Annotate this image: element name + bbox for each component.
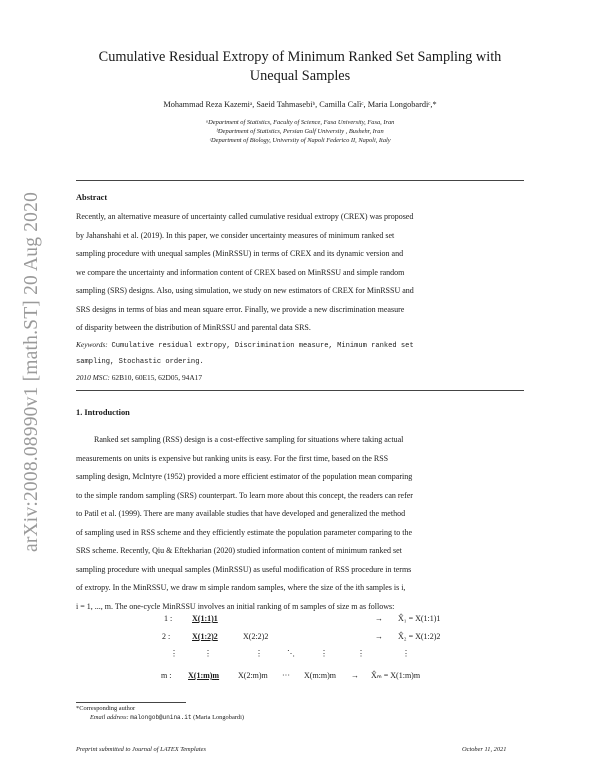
row-2-arrow: →	[375, 632, 383, 641]
row-2-first: X(1:2)2	[192, 632, 218, 641]
intro-line: Ranked set sampling (RSS) design is a cost-effective sampling for situations where taking actual	[94, 435, 404, 444]
row-2-label: 2 :	[162, 632, 171, 641]
arxiv-sidebar-stamp	[14, 172, 50, 572]
footnote-corresponding: *Corresponding author	[76, 705, 136, 712]
footer-journal: Preprint submitted to Journal of LATEX Templates	[76, 746, 206, 753]
abstract-heading: Abstract	[76, 193, 108, 202]
footnote-rule	[76, 702, 186, 703]
vdots-col-1: ⋮	[204, 649, 212, 658]
row-2-result: X̂₂ = X(1:2)2	[398, 632, 441, 641]
keywords-label: Keywords:	[76, 340, 108, 349]
abstract-line: of disparity between the distribution of MinRSSU and parental data SRS.	[76, 323, 311, 332]
arxiv-id: arXiv:2008.08990v1 [math.ST] 20 Aug 2020	[21, 191, 42, 553]
email-owner: (Maria Longobardi)	[193, 714, 245, 721]
vdots-col-2: ⋮	[255, 649, 263, 658]
row-1-arrow: →	[375, 614, 383, 623]
msc-codes	[76, 373, 202, 382]
abstract-body	[76, 208, 524, 338]
intro-line: sampling design, McIntyre (1952) provided a more efficient estimator of the population mean comparing	[76, 472, 413, 481]
keywords-list-1: Cumulative residual extropy, Discrimination measure, Minimum ranked set	[111, 342, 414, 350]
row-m-second: X(2:m)m	[238, 671, 268, 680]
row-2-second: X(2:2)2	[243, 632, 269, 641]
intro-line: SRS scheme. Recently, Qiu & Eftekharian (2020) studied information content of minimum ranked set	[76, 546, 402, 555]
intro-line: measurements on units is expensive but ranking units is easy. For the first time, based on the RSS	[76, 453, 389, 463]
abstract-bottom-rule	[76, 390, 524, 391]
vdots-label: ⋮	[170, 649, 178, 658]
intro-line: of extropy. In the MinRSSU, we draw m simple random samples, where the size of the ith samples is i,	[76, 583, 406, 592]
author-list: Mohammad Reza Kazemiᵃ, Saeid Tahmasebiᵇ, Camilla Calìᶜ, Maria Longobardiᶜ,*	[163, 100, 437, 109]
email-label: Email address:	[90, 714, 129, 721]
vdots-col-m: ⋮	[320, 649, 328, 658]
intro-line: to the simple random sampling (SRS) counterpart. To learn more about this concept, the readers can refer	[76, 490, 413, 500]
abstract-line: by Jahanshahi et al. (2019). In this paper, we consider uncertainty measures of minimum ranked set	[76, 230, 395, 240]
footer-date: October 11, 2021	[462, 746, 507, 753]
intro-line: sampling procedure with unequal samples (MinRSSU) as useful modification of RSS procedure in terms	[76, 564, 412, 574]
row-1-result: X̂₁ = X(1:1)1	[398, 614, 441, 623]
msc-values: 62B10, 60E15, 62D05, 94A17	[111, 373, 203, 382]
row-1-first: X(1:1)1	[192, 614, 218, 623]
footnote-email	[90, 714, 244, 721]
row-m-arrow: →	[351, 671, 359, 680]
ddots: ⋱	[287, 649, 295, 658]
email-address: malongob@unina.it	[130, 714, 192, 721]
row-m-cdots: ···	[282, 671, 290, 680]
row-1-label: 1 :	[164, 614, 173, 623]
title-line-1: Cumulative Residual Extropy of Minimum Ranked Set Sampling with	[98, 49, 502, 65]
row-m-last: X(m:m)m	[304, 671, 336, 680]
section-heading: 1. Introduction	[76, 408, 130, 417]
row-m-label: m :	[161, 671, 172, 680]
msc-label: 2010 MSC:	[76, 373, 110, 382]
abstract-line: Recently, an alternative measure of uncertainty called cumulative residual extropy (CREX) was proposed	[76, 212, 414, 221]
abstract-line: sampling procedure with unequal samples (MinRSSU) in terms of CREX and its dynamic version and	[76, 249, 404, 258]
intro-line: i = 1, ..., m. The one-cycle MinRSSU involves an initial ranking of m samples of size m as follows:	[76, 601, 395, 611]
affiliation-b: ᵇDepartment of Statistics, Persian Gulf University , Bushehr, Iran	[216, 128, 384, 135]
keywords	[76, 337, 524, 370]
row-m-result: X̂ₘ = X(1:m)m	[371, 671, 421, 680]
paper-title	[60, 48, 540, 86]
row-m-first: X(1:m)m	[188, 671, 220, 680]
abstract-line: sampling (SRS) designs. Also, using simulation, we study on new estimators of CREX for MinRSSU and	[76, 286, 414, 295]
affiliation-c: ᶜDepartment of Biology, University of Napoli Federico II, Napoli, Italy	[209, 137, 391, 144]
introduction-body	[76, 431, 524, 616]
abstract-line: we compare the uncertainty and information content of CREX based on MinRSSU and simple random	[76, 267, 405, 277]
affiliation-a: ᵃDepartment of Statistics, Faculty of Science, Fasa University, Fasa, Iran	[205, 119, 395, 126]
vdots-result: ⋮	[402, 649, 410, 658]
keywords-list-2: sampling, Stochastic ordering.	[76, 358, 204, 366]
vdots-arrow: ⋮	[357, 649, 365, 658]
abstract-top-rule	[76, 180, 524, 181]
title-line-2: Unequal Samples	[249, 68, 351, 84]
abstract-line: SRS designs in terms of bias and mean square error. Finally, we provide a new discrimination measure	[76, 304, 405, 314]
intro-line: of sampling used in RSS scheme and they efficiently estimate the population parameter comparing to the	[76, 527, 412, 537]
intro-line: to Patil et al. (1999). There are many available studies that have developed and generalized the method	[76, 509, 406, 518]
